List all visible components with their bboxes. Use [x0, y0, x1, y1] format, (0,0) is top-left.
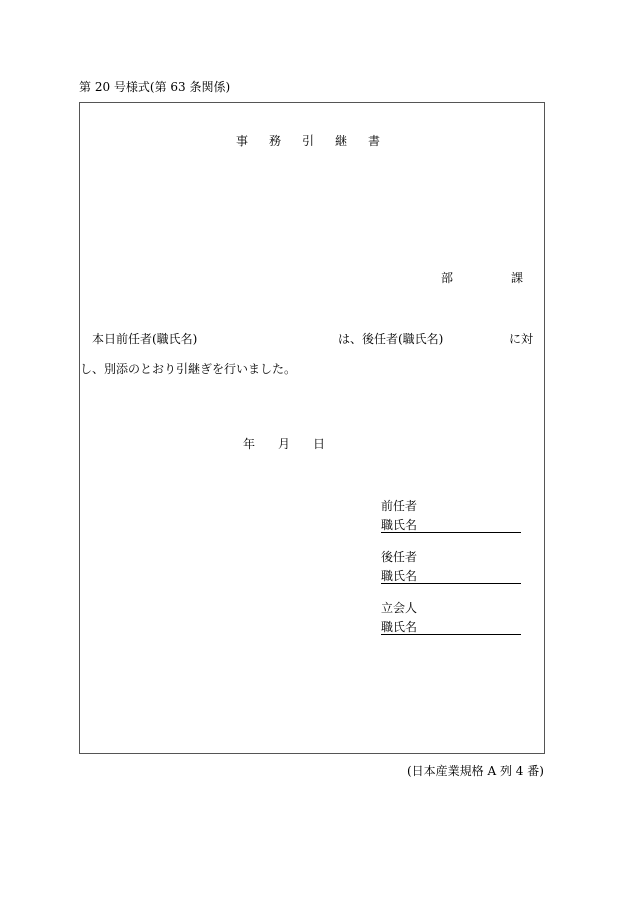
- document-title: 事務引継書: [236, 134, 402, 148]
- date-month-label: 月: [278, 437, 291, 451]
- date-day-label: 日: [313, 437, 326, 451]
- body-text-predecessor: 本日前任者(職氏名): [92, 332, 198, 346]
- form-frame: [79, 102, 545, 754]
- form-number: 第 20 号様式(第 63 条関係): [79, 80, 231, 94]
- body-text-to: に対: [509, 332, 534, 346]
- body-text-line2: し、別添のとおり引継ぎを行いました。: [80, 362, 297, 376]
- witness-role-label: 立会人: [381, 601, 418, 615]
- successor-signature-field[interactable]: [381, 569, 521, 584]
- signature-field-label: 職氏名: [381, 518, 418, 532]
- paper-size-note: (日本産業規格 A 列 4 番): [407, 764, 544, 778]
- successor-role-label: 後任者: [381, 550, 418, 564]
- department-label: 部: [441, 271, 454, 285]
- body-text-successor: は、後任者(職氏名): [338, 332, 444, 346]
- date-year-label: 年: [243, 437, 256, 451]
- predecessor-role-label: 前任者: [381, 499, 418, 513]
- signature-field-label: 職氏名: [381, 569, 418, 583]
- witness-signature-field[interactable]: [381, 620, 521, 635]
- section-label: 課: [511, 271, 524, 285]
- predecessor-signature-field[interactable]: [381, 518, 521, 533]
- signature-field-label: 職氏名: [381, 620, 418, 634]
